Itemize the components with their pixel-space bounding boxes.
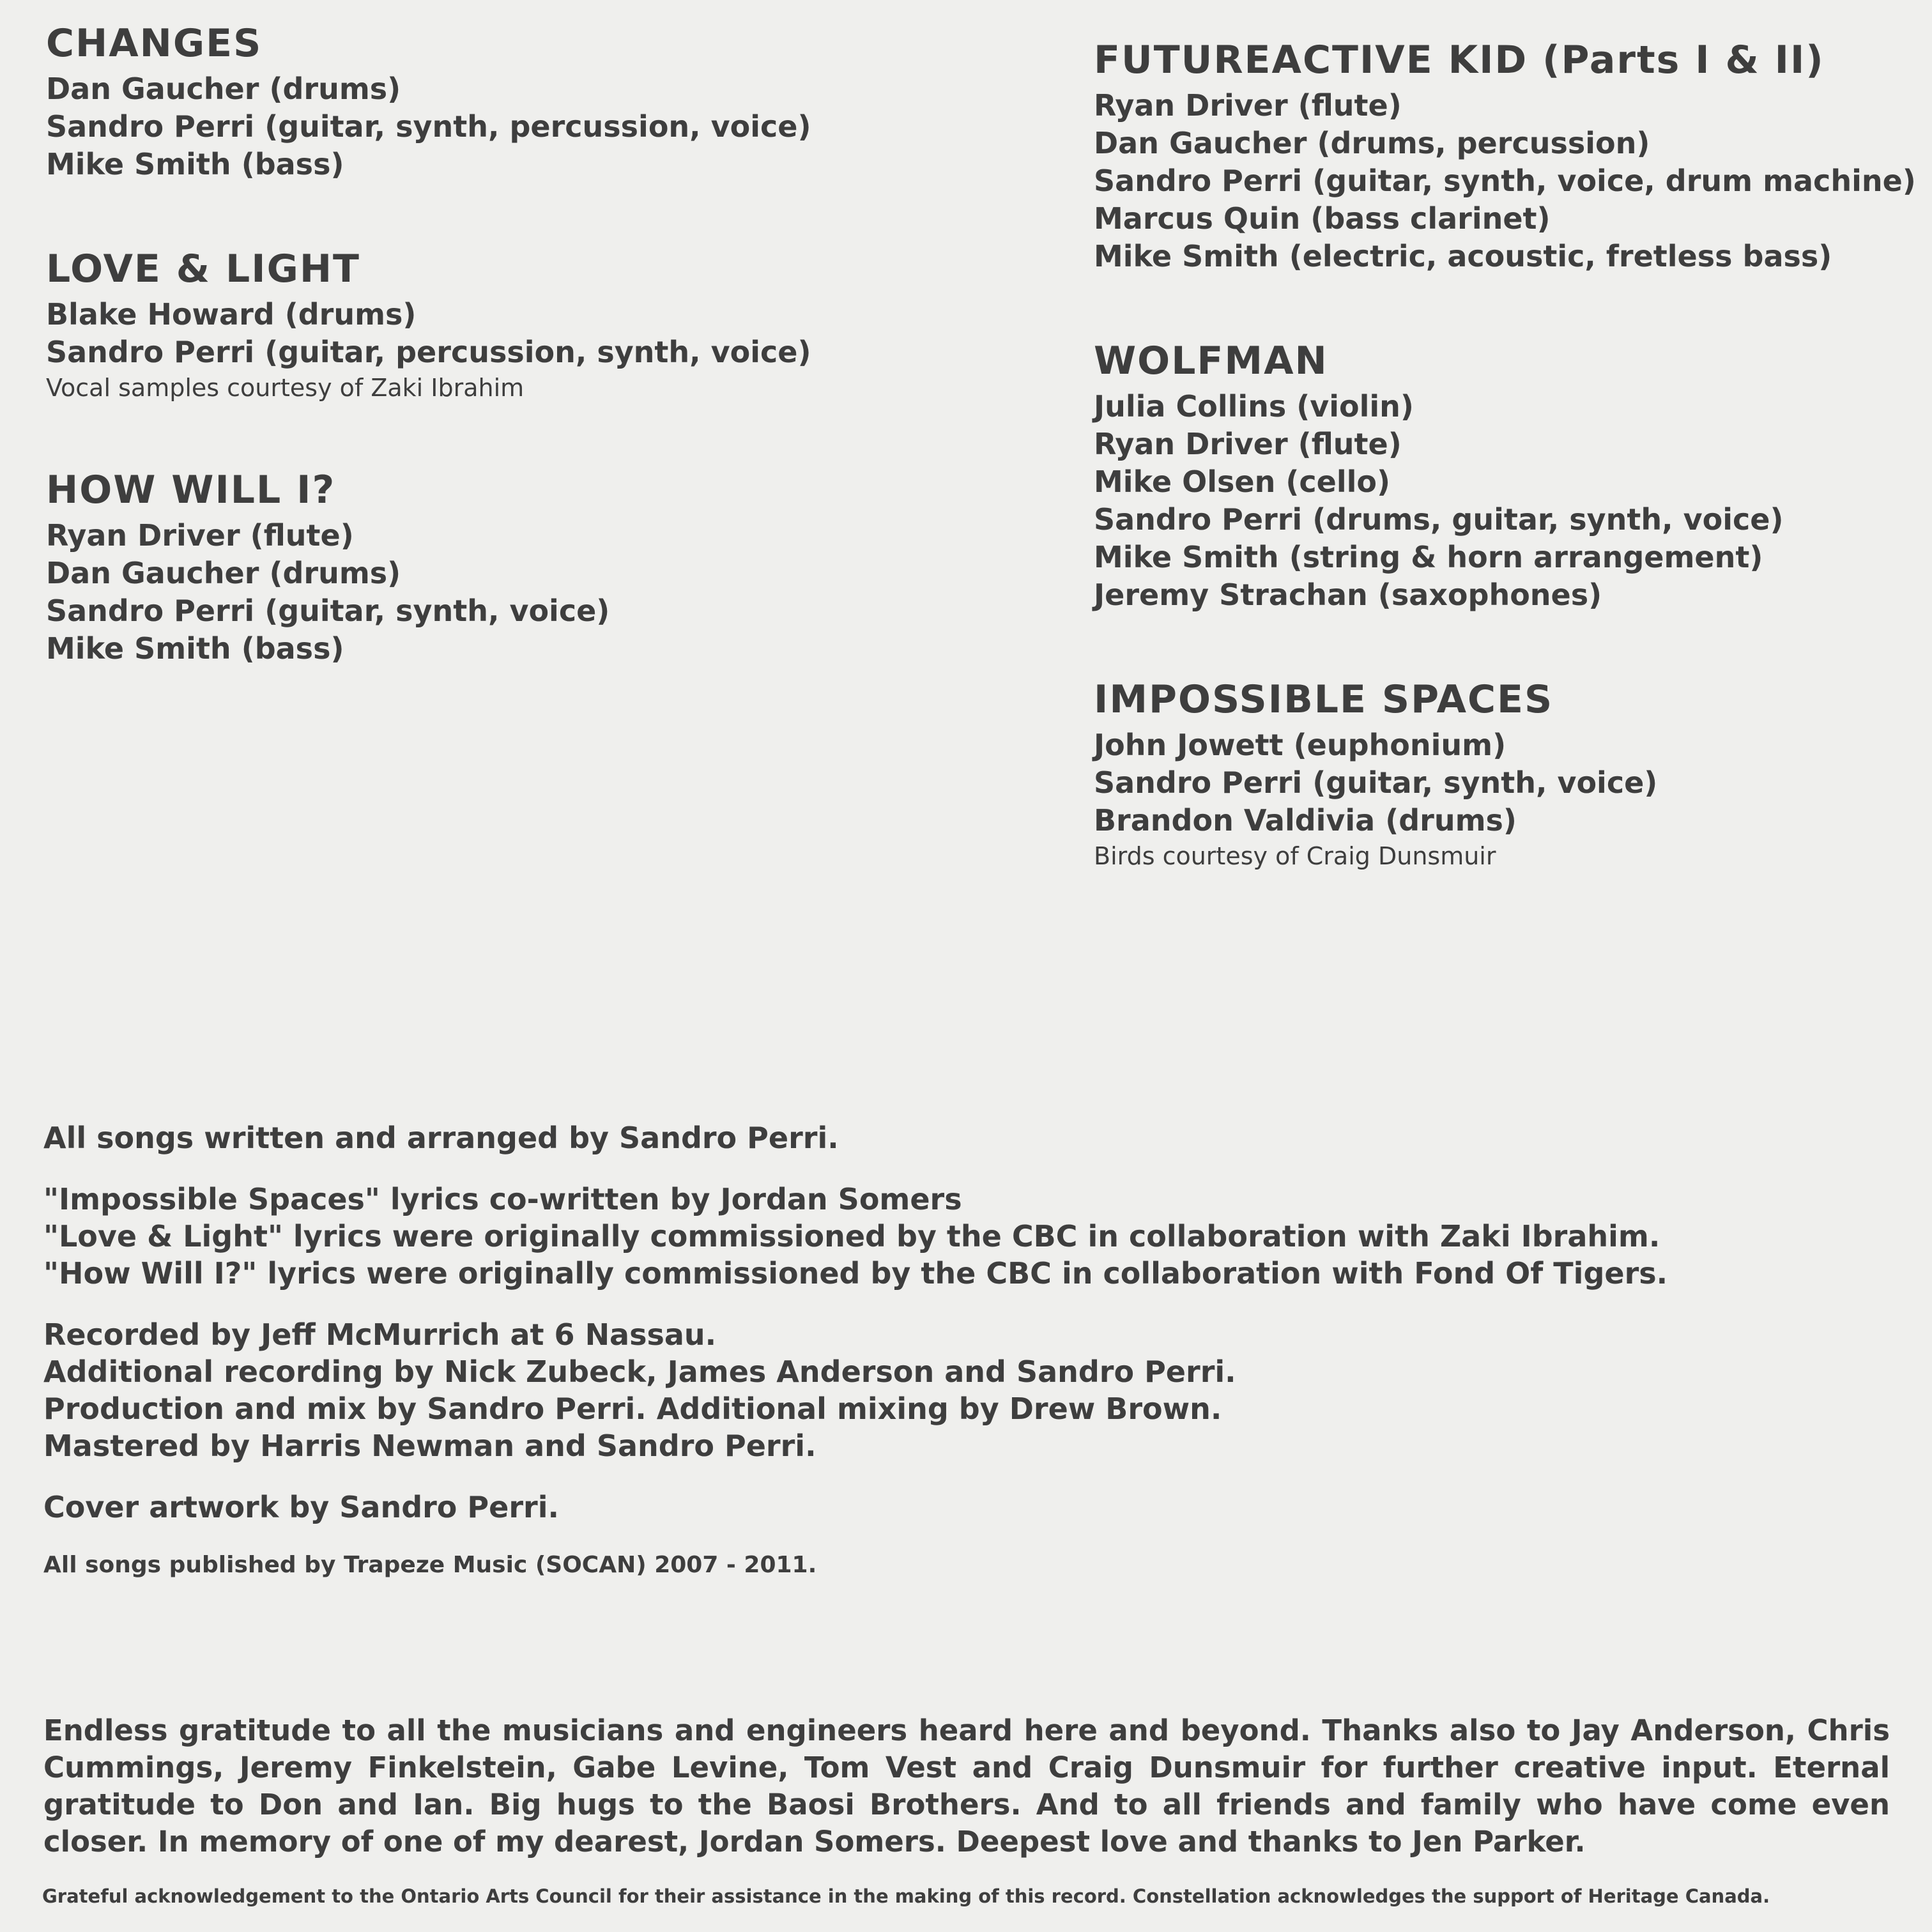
credit-line: Julia Collins (violin) — [1094, 389, 1414, 424]
recording-credit: Mastered by Harris Newman and Sandro Perri. — [43, 1429, 816, 1463]
acknowledgement-line: Grateful acknowledgement to the Ontario Arts Council for their assistance in the making of this record. Constellation acknowledges the support of Heritage Canada. — [42, 1885, 1770, 1907]
lyrics-credit-block — [43, 1181, 1896, 1292]
written-credit: All songs written and arranged by Sandro Perri. — [43, 1121, 839, 1155]
artwork-credit-block — [43, 1489, 1896, 1526]
thanks-paragraph: Endless gratitude to all the musicians and engineers heard here and beyond. Thanks also to Jay Anderson, Chris Cummings, Jeremy Finkelstein, Gabe Levine, Tom Vest and Craig Dunsmuir for further creative input. Eternal gratitude to Don and Ian. Big hugs to the Baosi Brothers. And to all friends and family who have come even closer. In memory of one of my dearest, Jordan Somers. Deepest love and thanks to Jen Parker. — [43, 1713, 1890, 1859]
credit-line: Ryan Driver (flute) — [46, 518, 354, 553]
credit-line: Jeremy Strachan (saxophones) — [1094, 578, 1602, 612]
credit-line: Dan Gaucher (drums) — [46, 556, 401, 590]
credit-note: Birds courtesy of Craig Dunsmuir — [1094, 842, 1496, 870]
left-column-credits — [46, 19, 1004, 729]
track-credits — [46, 19, 1004, 183]
credit-line: Mike Smith (electric, acoustic, fretless bass) — [1094, 239, 1832, 273]
artwork-credit: Cover artwork by Sandro Perri. — [43, 1490, 559, 1524]
written-credit-block — [43, 1119, 1896, 1156]
credit-note: Vocal samples courtesy of Zaki Ibrahim — [46, 374, 525, 402]
credit-line: Mike Smith (bass) — [46, 147, 344, 181]
credit-line: Mike Smith (string & horn arrangement) — [1094, 540, 1763, 574]
publishing-credit-block — [43, 1550, 1896, 1581]
right-column-credits — [1094, 36, 1918, 934]
credit-line: Sandro Perri (guitar, synth, percussion, voice) — [46, 109, 811, 144]
lyrics-credit: "Love & Light" lyrics were originally commissioned by the CBC in collaboration with Zaki Ibrahim. — [43, 1219, 1660, 1254]
recording-credit: Production and mix by Sandro Perri. Additional mixing by Drew Brown. — [43, 1392, 1222, 1426]
credit-line: Dan Gaucher (drums, percussion) — [1094, 126, 1650, 160]
credit-line: Mike Smith (bass) — [46, 631, 344, 666]
credit-line: Ryan Driver (flute) — [1094, 427, 1402, 461]
track-credits — [1094, 36, 1918, 275]
credit-line: Brandon Valdivia (drums) — [1094, 803, 1517, 838]
lyrics-credit: "Impossible Spaces" lyrics co-written by Jordan Somers — [43, 1182, 962, 1216]
track-title: HOW WILL I? — [46, 468, 336, 512]
publishing-credit: All songs published by Trapeze Music (SOCAN) 2007 - 2011. — [43, 1552, 817, 1578]
credit-line: Sandro Perri (guitar, percussion, synth, voice) — [46, 335, 811, 369]
track-credits — [1094, 675, 1918, 873]
production-info — [43, 1119, 1896, 1605]
recording-credit-block — [43, 1316, 1896, 1464]
track-title: LOVE & LIGHT — [46, 247, 360, 291]
credit-line: Marcus Quin (bass clarinet) — [1094, 201, 1551, 236]
credit-line: Dan Gaucher (drums) — [46, 72, 401, 106]
recording-credit: Additional recording by Nick Zubeck, James Anderson and Sandro Perri. — [43, 1354, 1236, 1389]
credit-line: Sandro Perri (guitar, synth, voice) — [1094, 765, 1658, 800]
credit-line: Sandro Perri (guitar, synth, voice) — [46, 594, 610, 628]
credit-line: Sandro Perri (guitar, synth, voice, drum machine) — [1094, 164, 1916, 198]
track-credits — [1094, 337, 1918, 614]
track-credits — [46, 466, 1004, 668]
track-title: CHANGES — [46, 21, 263, 66]
credit-line: John Jowett (euphonium) — [1094, 728, 1506, 762]
track-title: IMPOSSIBLE SPACES — [1094, 677, 1554, 722]
lyrics-credit: "How Will I?" lyrics were originally commissioned by the CBC in collaboration with Fond Of Tigers. — [43, 1256, 1668, 1291]
track-title: WOLFMAN — [1094, 339, 1328, 383]
credit-line: Mike Olsen (cello) — [1094, 464, 1390, 499]
credit-line: Ryan Driver (flute) — [1094, 88, 1402, 123]
credit-line: Blake Howard (drums) — [46, 297, 417, 332]
track-title: FUTUREACTIVE KID (Parts I & II) — [1094, 38, 1825, 82]
track-credits — [46, 245, 1004, 404]
credit-line: Sandro Perri (drums, guitar, synth, voice) — [1094, 502, 1784, 537]
recording-credit: Recorded by Jeff McMurrich at 6 Nassau. — [43, 1317, 717, 1352]
